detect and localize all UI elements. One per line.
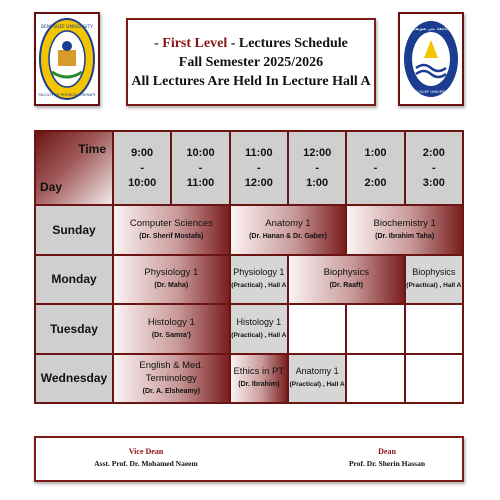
vice-dean-name: Asst. Prof. Dr. Mohamed Naeem: [94, 459, 198, 468]
time-slot-header: 12:00 - 1:00: [289, 132, 345, 204]
session-computer-sciences: Computer Sciences (Dr. Sherif Mostafa): [114, 206, 229, 254]
session-ethics-in-pt: Ethics in PT (Dr. Ibrahim): [231, 355, 287, 403]
time-axis-label: Time: [78, 142, 106, 156]
session-biophysics-practical: Biophysics (Practical) , Hall A: [406, 256, 462, 304]
session-biochemistry: Biochemistry 1 (Dr. Ibrahim Taha): [347, 206, 462, 254]
day-label-monday: Monday: [36, 256, 112, 304]
university-logo: [398, 12, 464, 106]
day-label-tuesday: Tuesday: [36, 305, 112, 353]
schedule-table: [34, 130, 464, 404]
time-slot-header: 1:00 - 2:00: [347, 132, 403, 204]
empty-slot: [406, 305, 462, 353]
time-slot-header: 11:00 - 12:00: [231, 132, 287, 204]
signature-footer: [34, 436, 464, 482]
university-seal-icon: [402, 16, 460, 102]
svg-text:FACULTY OF PHYSICAL THERAPY: FACULTY OF PHYSICAL THERAPY: [38, 93, 96, 97]
empty-slot: [406, 355, 462, 403]
session-anatomy: Anatomy 1 (Dr. Hanan & Dr. Gaber): [231, 206, 346, 254]
svg-text:BENI-SUEF UNIVERSITY: BENI-SUEF UNIVERSITY: [409, 89, 453, 94]
session-anatomy-practical: Anatomy 1 (Practical) , Hall A: [289, 355, 345, 403]
session-english-med-terminology: English & Med. Terminology (Dr. A. Elsheamy): [114, 355, 229, 403]
day-axis-label: Day: [40, 180, 63, 194]
empty-slot: [347, 355, 403, 403]
time-slot-header: 10:00 - 11:00: [172, 132, 228, 204]
session-histology: Histology 1 (Dr. Samra'): [114, 305, 229, 353]
location-line: All Lectures Are Held In Lecture Hall A: [131, 73, 371, 89]
svg-text:BENI-SUEF UNIVERSITY: BENI-SUEF UNIVERSITY: [41, 25, 93, 30]
day-label-wednesday: Wednesday: [36, 355, 112, 403]
empty-slot: [289, 305, 345, 353]
session-physiology-practical: Physiology 1 (Practical) , Hall A: [231, 256, 287, 304]
corner-header: [36, 132, 112, 204]
session-biophysics: Biophysics (Dr. Raaft): [289, 256, 404, 304]
day-label-sunday: Sunday: [36, 206, 112, 254]
faculty-seal-icon: [38, 16, 96, 102]
vice-dean-role: Vice Dean: [128, 447, 164, 456]
dean-signature: [332, 446, 442, 471]
semester-line: Fall Semester 2025/2026: [178, 54, 324, 70]
svg-text:جامعة بني سويف: جامعة بني سويف: [413, 26, 449, 32]
title-line: - First Level - Lectures Schedule: [154, 35, 348, 51]
empty-slot: [347, 305, 403, 353]
dean-name: Prof. Dr. Sherin Hassan: [348, 459, 426, 468]
schedule-title-box: [126, 18, 376, 106]
vice-dean-signature: [66, 446, 226, 471]
session-physiology: Physiology 1 (Dr. Maha): [114, 256, 229, 304]
time-slot-header: 2:00 - 3:00: [406, 132, 462, 204]
faculty-logo: [34, 12, 100, 106]
time-slot-header: 9:00 - 10:00: [114, 132, 170, 204]
dean-role: Dean: [378, 447, 396, 456]
level-label: First Level: [162, 35, 228, 51]
session-histology-practical: Histology 1 (Practical) , Hall A: [231, 305, 287, 353]
